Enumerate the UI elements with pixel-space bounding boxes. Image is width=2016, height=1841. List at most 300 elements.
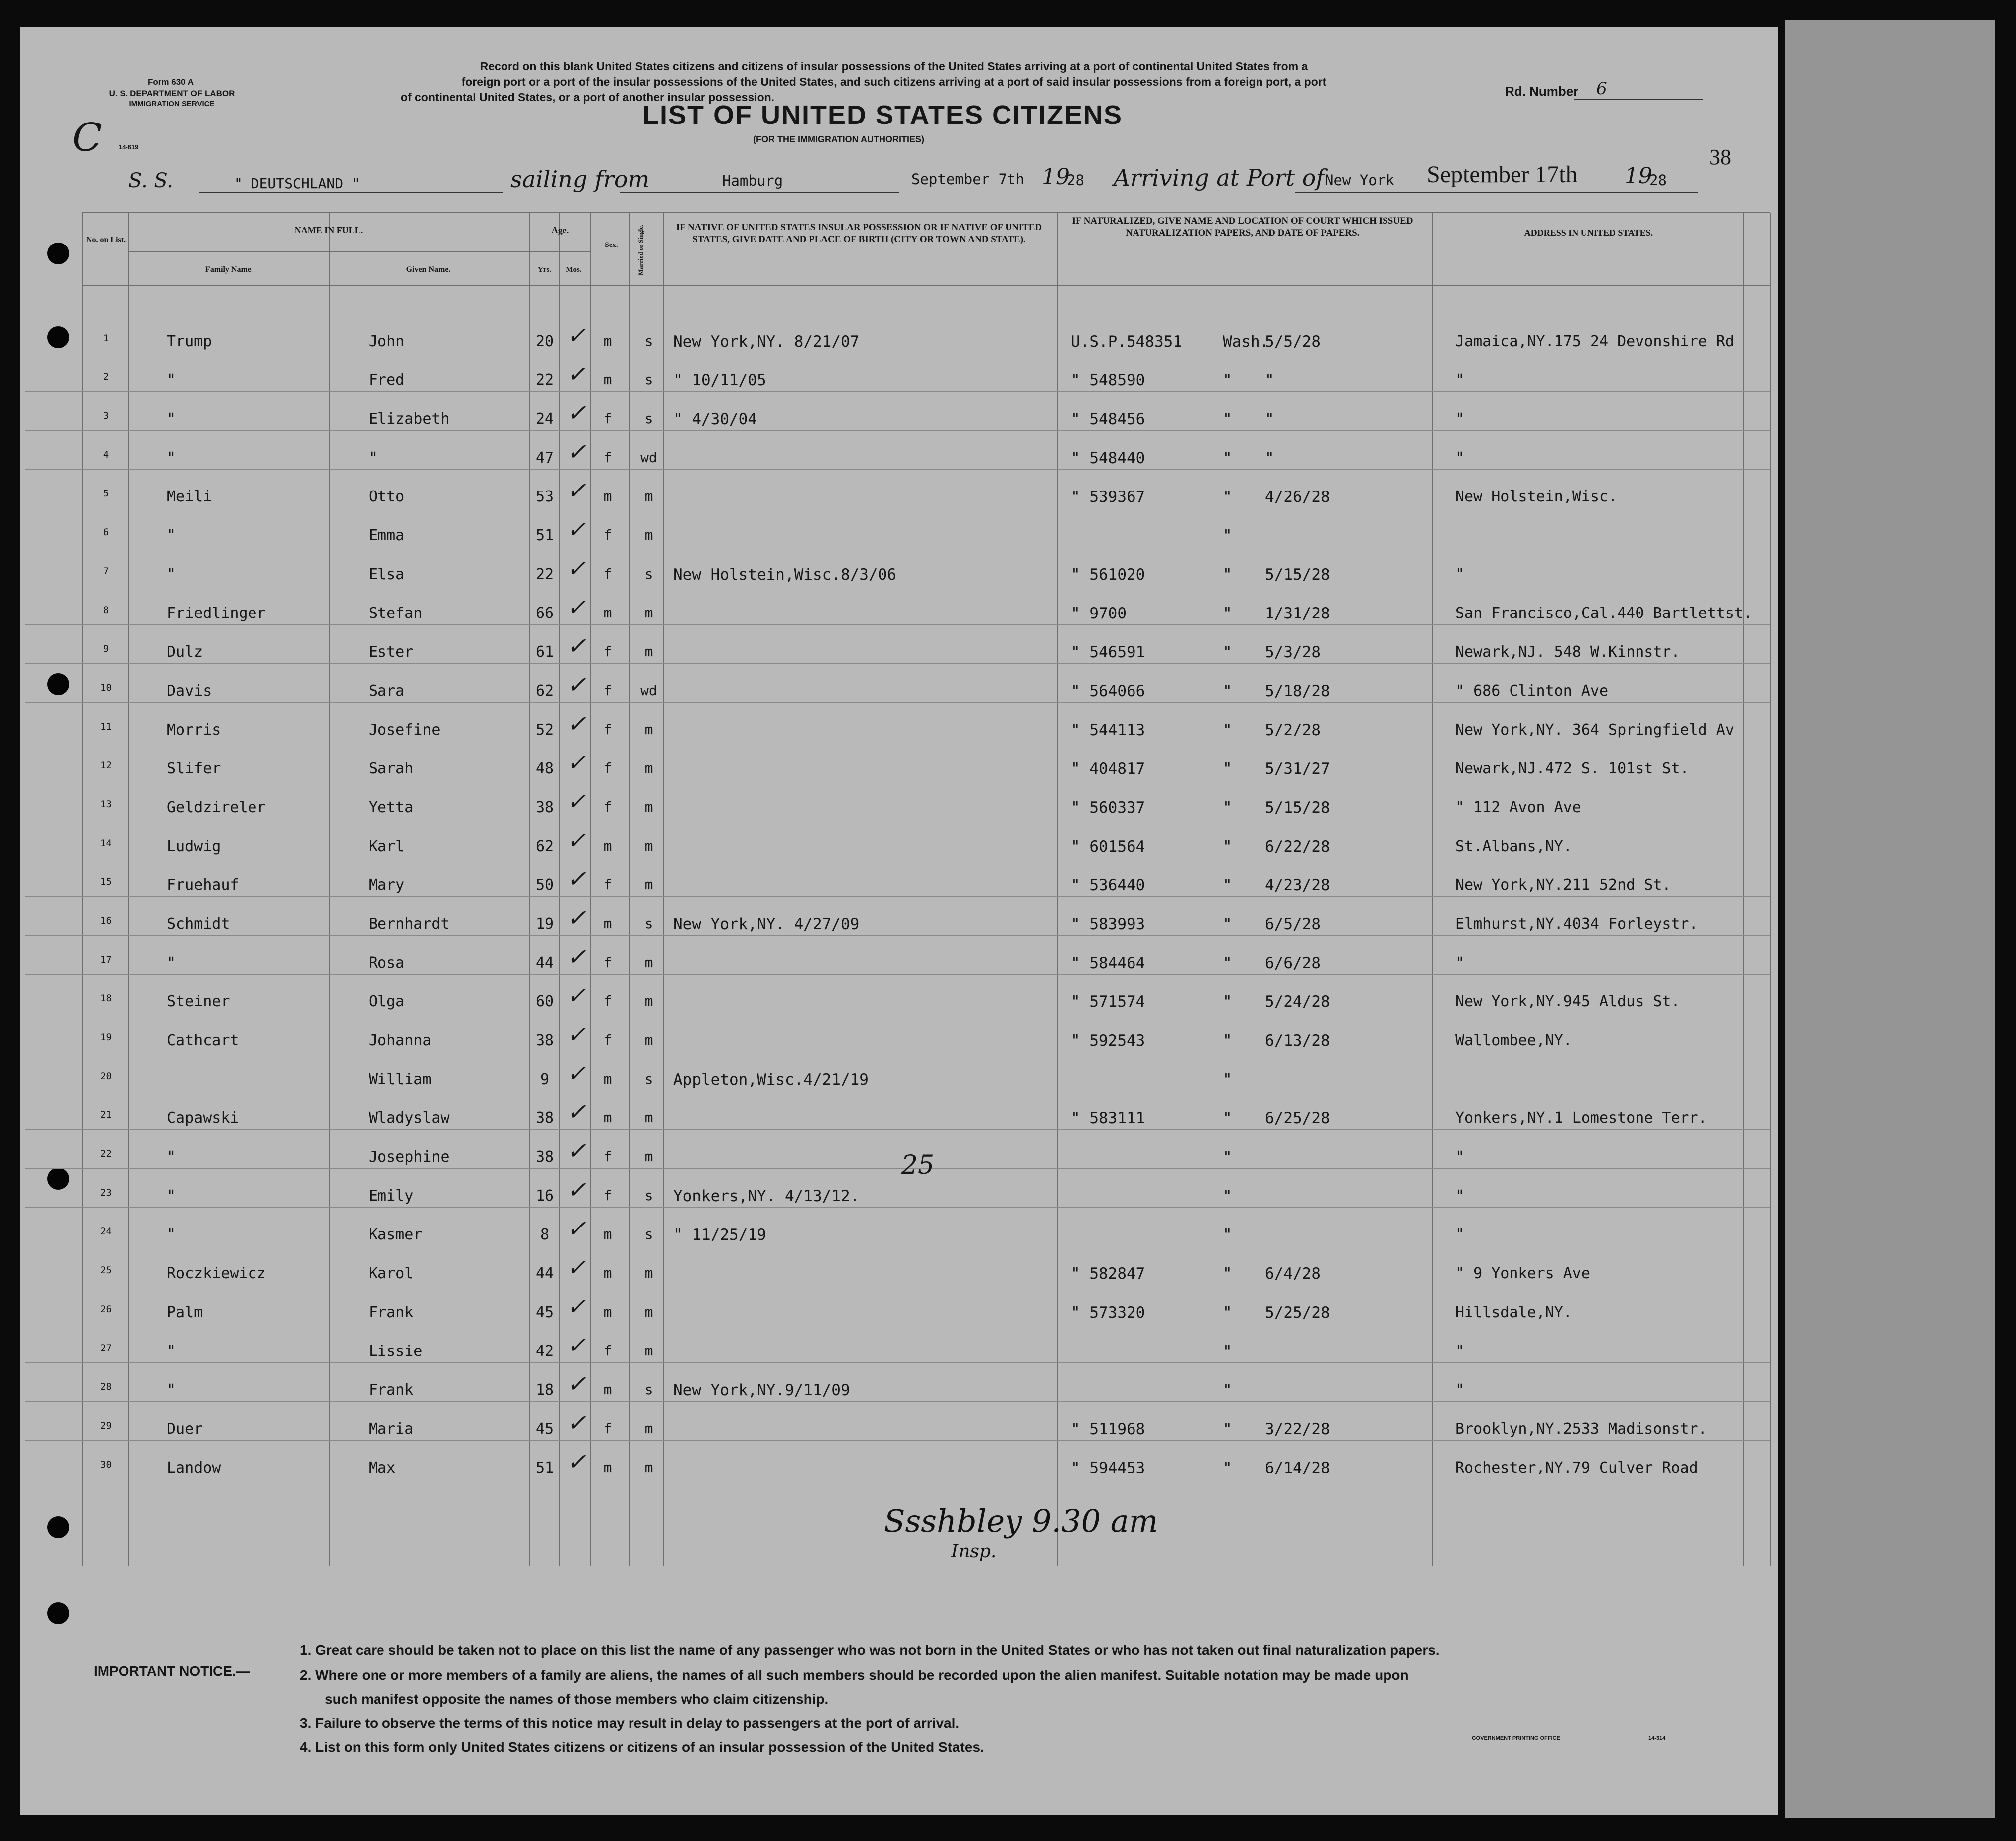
row-number: 19	[100, 1032, 112, 1043]
sex: f	[603, 1032, 612, 1048]
table-row-rule	[25, 1362, 1770, 1363]
naturalization-court: "	[1223, 1381, 1232, 1399]
naturalization-paper-number: " 544113	[1071, 721, 1145, 739]
naturalization-court: "	[1223, 410, 1232, 428]
marital-status: s	[644, 566, 653, 582]
sex: m	[603, 605, 612, 621]
marital-status: m	[644, 488, 653, 504]
given-name: Sara	[369, 682, 405, 700]
age-years: 38	[535, 799, 554, 816]
row-number: 17	[100, 954, 112, 965]
row-number: 18	[100, 993, 112, 1004]
naturalization-paper-number: " 9700	[1071, 605, 1127, 622]
naturalization-date: 5/15/28	[1265, 799, 1330, 817]
naturalization-paper-number: " 571574	[1071, 993, 1145, 1011]
sex: f	[603, 876, 612, 893]
family-name: "	[167, 1226, 176, 1243]
row-number: 9	[103, 643, 109, 654]
naturalization-date: 6/13/28	[1265, 1032, 1330, 1050]
naturalization-paper-number: U.S.P.548351	[1071, 333, 1182, 351]
given-name: Stefan	[369, 605, 423, 622]
margin-mark: C	[72, 116, 102, 160]
row-number: 16	[100, 915, 112, 926]
naturalization-paper-number: " 564066	[1071, 682, 1145, 700]
sex: m	[603, 1071, 612, 1087]
naturalization-court: "	[1223, 1304, 1232, 1322]
arrival-year: 28	[1649, 172, 1667, 189]
us-address: "	[1455, 449, 1465, 467]
age-years: 66	[535, 605, 554, 622]
us-address: "	[1455, 954, 1465, 972]
row-number: 1	[103, 333, 109, 344]
sail-date: September 7th	[911, 171, 1024, 188]
check-mark-icon: ✓	[567, 865, 586, 892]
marital-status: s	[644, 1187, 653, 1204]
age-years: 22	[535, 566, 554, 583]
naturalization-date: 3/22/28	[1265, 1420, 1330, 1438]
naturalization-date: 6/22/28	[1265, 838, 1330, 856]
given-name: Otto	[369, 488, 405, 505]
notice-item-2-cont: such manifest opposite the names of those members who claim citizenship.	[325, 1691, 829, 1707]
naturalization-court: "	[1223, 1071, 1232, 1089]
marital-status: m	[644, 1459, 653, 1475]
marital-status: m	[644, 876, 653, 893]
us-address: Newark,NJ.472 S. 101st St.	[1455, 760, 1689, 777]
check-mark-icon: ✓	[567, 1060, 586, 1087]
sail-year: 28	[1067, 172, 1084, 189]
form-service: IMMIGRATION SERVICE	[129, 100, 215, 108]
given-name: Bernhardt	[369, 915, 450, 933]
family-name: Dulz	[167, 643, 203, 661]
naturalization-date: 5/18/28	[1265, 682, 1330, 700]
birth-place-date: Yonkers,NY. 4/13/12.	[673, 1187, 860, 1205]
sex: m	[603, 371, 612, 388]
sex: f	[603, 643, 612, 660]
given-name: Emma	[369, 527, 405, 544]
table-row-rule	[25, 935, 1770, 936]
naturalization-date: "	[1265, 371, 1274, 389]
sex: f	[603, 799, 612, 815]
sex: f	[603, 993, 612, 1009]
check-mark-icon: ✓	[567, 1332, 586, 1358]
given-name: Elsa	[369, 566, 405, 583]
naturalization-date: 6/5/28	[1265, 915, 1321, 933]
age-years: 61	[535, 643, 554, 661]
naturalization-paper-number: " 582847	[1071, 1265, 1145, 1283]
marital-status: m	[644, 993, 653, 1009]
intro-line-2: foreign port or a port of the insular possessions of the United States, and such citizens arriving at a port of said insular possessions from a foreign port, a port	[461, 75, 1327, 88]
given-name: Lissie	[369, 1343, 423, 1360]
age-years: 51	[535, 527, 554, 544]
header-no-on-list: No. on List.	[86, 236, 126, 244]
naturalization-paper-number: " 561020	[1071, 566, 1145, 584]
table-row-rule	[25, 974, 1770, 975]
punch-hole	[47, 1602, 69, 1624]
ship-name: " DEUTSCHLAND "	[234, 175, 360, 192]
given-name: Frank	[369, 1381, 414, 1399]
family-name: Steiner	[167, 993, 230, 1010]
us-address: St.Albans,NY.	[1455, 838, 1572, 855]
age-years: 42	[535, 1343, 554, 1360]
naturalization-paper-number: " 594453	[1071, 1459, 1145, 1477]
marital-status: s	[644, 1226, 653, 1242]
header-given-name: Given Name.	[406, 265, 451, 274]
naturalization-date: 5/2/28	[1265, 721, 1321, 739]
naturalization-paper-number: " 583993	[1071, 915, 1145, 933]
header-sex: Sex.	[605, 241, 618, 249]
given-name: Frank	[369, 1304, 414, 1321]
sex: m	[603, 1109, 612, 1126]
port-rule	[620, 192, 899, 193]
naturalization-date: 6/6/28	[1265, 954, 1321, 972]
punch-hole	[47, 673, 69, 695]
naturalization-date: 4/26/28	[1265, 488, 1330, 506]
naturalization-court: "	[1223, 838, 1232, 856]
given-name: John	[369, 333, 405, 350]
printer-credit: GOVERNMENT PRINTING OFFICE	[1472, 1735, 1560, 1741]
check-mark-icon: ✓	[567, 322, 586, 349]
birth-place-date: New York,NY.9/11/09	[673, 1381, 850, 1399]
check-mark-icon: ✓	[567, 1370, 586, 1397]
sex: f	[603, 1187, 612, 1204]
naturalization-paper-number: " 592543	[1071, 1032, 1145, 1050]
marital-status: m	[644, 643, 653, 660]
naturalization-court: "	[1223, 1265, 1232, 1283]
sex: f	[603, 410, 612, 427]
table-row-rule	[25, 702, 1770, 703]
row-number: 15	[100, 876, 112, 887]
naturalization-paper-number: " 546591	[1071, 643, 1145, 661]
marital-status: s	[644, 371, 653, 388]
us-address: "	[1455, 1381, 1465, 1399]
marital-status: m	[644, 1420, 653, 1437]
naturalization-court: "	[1223, 876, 1232, 894]
family-name: Roczkiewicz	[167, 1265, 266, 1282]
age-years: 18	[535, 1381, 554, 1399]
check-mark-icon: ✓	[567, 710, 586, 737]
row-number: 6	[103, 527, 109, 538]
age-years: 62	[535, 682, 554, 700]
marital-status: m	[644, 838, 653, 854]
marital-status: s	[644, 1381, 653, 1398]
family-name: "	[167, 449, 176, 467]
naturalization-court: "	[1223, 993, 1232, 1011]
age-years: 24	[535, 410, 554, 428]
age-years: 52	[535, 721, 554, 738]
sex: m	[603, 1304, 612, 1320]
naturalization-court: "	[1223, 605, 1232, 622]
family-name: Geldzireler	[167, 799, 266, 816]
notice-label: IMPORTANT NOTICE.—	[94, 1663, 250, 1679]
arrival-date: September 17th	[1427, 161, 1578, 188]
sex: f	[603, 721, 612, 737]
check-mark-icon: ✓	[567, 904, 586, 931]
age-years: 22	[535, 371, 554, 389]
notice-item-3: 3. Failure to observe the terms of this notice may result in delay to passengers at the port of arrival.	[300, 1716, 960, 1731]
table-row-rule	[25, 624, 1770, 625]
check-mark-icon: ✓	[567, 1448, 586, 1475]
row-number: 24	[100, 1226, 112, 1237]
us-address: New York,NY. 364 Springfield Av	[1455, 721, 1734, 738]
header-family-name: Family Name.	[205, 265, 253, 274]
naturalization-court: "	[1223, 566, 1232, 584]
naturalization-court: "	[1223, 1459, 1232, 1477]
page-subtitle: (FOR THE IMMIGRATION AUTHORITIES)	[753, 134, 924, 144]
birth-place-date: Appleton,Wisc.4/21/19	[673, 1071, 869, 1089]
family-name: "	[167, 954, 176, 972]
age-years: 19	[535, 915, 554, 933]
naturalization-paper-number: " 548456	[1071, 410, 1145, 428]
check-mark-icon: ✓	[567, 555, 586, 582]
arrival-port: New York	[1325, 172, 1394, 189]
marital-status: m	[644, 1032, 653, 1048]
given-name: Elizabeth	[369, 410, 450, 428]
row-number: 20	[100, 1071, 112, 1082]
sex: m	[603, 1226, 612, 1242]
naturalization-paper-number: " 601564	[1071, 838, 1145, 856]
check-mark-icon: ✓	[567, 1176, 586, 1203]
naturalization-court: "	[1223, 954, 1232, 972]
age-years: 62	[535, 838, 554, 855]
row-number: 7	[103, 566, 109, 577]
printer-code: 14-314	[1648, 1735, 1666, 1741]
sex: f	[603, 1343, 612, 1359]
naturalization-court: "	[1223, 1032, 1232, 1050]
rd-number-rule	[1574, 99, 1703, 100]
naturalization-date: 5/25/28	[1265, 1304, 1330, 1322]
table-column-rule	[629, 213, 630, 1566]
naturalization-date: 5/24/28	[1265, 993, 1330, 1011]
check-mark-icon: ✓	[567, 1021, 586, 1048]
us-address: Hillsdale,NY.	[1455, 1304, 1572, 1321]
marital-status: m	[644, 1265, 653, 1281]
header-married-single: Married or Single.	[637, 224, 644, 276]
naturalization-court: "	[1223, 1420, 1232, 1438]
naturalization-court: "	[1223, 1109, 1232, 1127]
given-name: Josephine	[369, 1148, 450, 1166]
age-years: 53	[535, 488, 554, 505]
family-name: "	[167, 1343, 176, 1360]
family-name: Slifer	[167, 760, 221, 777]
age-years: 8	[540, 1226, 550, 1243]
notice-item-1: 1. Great care should be taken not to place on this list the name of any passenger who was not born in the United States or who has not taken out final naturalization papers.	[300, 1642, 1440, 1658]
naturalization-court: "	[1223, 371, 1232, 389]
age-years: 38	[535, 1109, 554, 1127]
inspector-title: Insp.	[951, 1541, 997, 1562]
age-years: 45	[535, 1420, 554, 1438]
arriving-label: Arriving at Port of	[1114, 164, 1325, 191]
us-address: Newark,NJ. 548 W.Kinnstr.	[1455, 643, 1680, 661]
family-name: "	[167, 1187, 176, 1205]
punch-hole	[47, 1168, 69, 1190]
check-mark-icon: ✓	[567, 982, 586, 1009]
marital-status: m	[644, 1109, 653, 1126]
birth-place-date: " 4/30/04	[673, 410, 757, 428]
us-address: New Holstein,Wisc.	[1455, 488, 1618, 505]
family-name: Fruehauf	[167, 876, 239, 894]
rd-number-label: Rd. Number	[1505, 84, 1579, 99]
family-name: "	[167, 527, 176, 544]
naturalization-date: 6/4/28	[1265, 1265, 1321, 1283]
table-column-rule	[529, 213, 530, 1566]
us-address: "	[1455, 410, 1465, 428]
check-mark-icon: ✓	[567, 399, 586, 426]
marital-status: m	[644, 1304, 653, 1320]
header-mos: Mos.	[566, 266, 582, 274]
notice-item-4: 4. List on this form only United States citizens or citizens of an insular possession of the United States.	[300, 1739, 984, 1755]
table-header-rule	[82, 212, 1770, 213]
us-address: Rochester,NY.79 Culver Road	[1455, 1459, 1698, 1476]
given-name: Josefine	[369, 721, 441, 738]
table-column-rule	[329, 213, 330, 1566]
us-address: Yonkers,NY.1 Lomestone Terr.	[1455, 1109, 1707, 1127]
naturalization-date: 5/5/28	[1265, 333, 1321, 351]
header-address: ADDRESS IN UNITED STATES.	[1524, 228, 1653, 238]
age-years: 45	[535, 1304, 554, 1321]
us-address: "	[1455, 371, 1465, 389]
family-name: Morris	[167, 721, 221, 738]
age-years: 38	[535, 1148, 554, 1166]
check-mark-icon: ✓	[567, 827, 586, 854]
given-name: William	[369, 1071, 432, 1088]
birth-place-date: " 10/11/05	[673, 371, 766, 389]
header-naturalized: IF NATURALIZED, GIVE NAME AND LOCATION OF COURT WHICH ISSUED NATURALIZATION PAPERS, AND DATE OF PAPERS.	[1072, 216, 1413, 238]
marital-status: m	[644, 954, 653, 971]
family-name: Friedlinger	[167, 605, 266, 622]
arrival-rule	[1295, 192, 1698, 193]
sex: m	[603, 333, 612, 349]
naturalization-paper-number: " 536440	[1071, 876, 1145, 894]
family-name: "	[167, 371, 176, 389]
row-number: 25	[100, 1265, 112, 1276]
given-name: Yetta	[369, 799, 414, 816]
naturalization-court: Wash.	[1223, 333, 1269, 351]
check-mark-icon: ✓	[567, 1409, 586, 1436]
naturalization-paper-number: " 404817	[1071, 760, 1145, 778]
table-row-rule	[25, 1168, 1770, 1169]
sex: f	[603, 1420, 612, 1437]
row-number: 4	[103, 449, 109, 460]
row-number: 29	[100, 1420, 112, 1431]
family-name: Schmidt	[167, 915, 230, 933]
marital-status: m	[644, 1148, 653, 1165]
naturalization-court: "	[1223, 1226, 1232, 1244]
age-years: 44	[535, 954, 554, 972]
given-name: Emily	[369, 1187, 414, 1205]
naturalization-court: "	[1223, 721, 1232, 739]
given-name: Olga	[369, 993, 405, 1010]
arrival-year-prefix: 19	[1625, 163, 1652, 189]
us-address: " 112 Avon Ave	[1455, 799, 1581, 816]
naturalization-paper-number: " 539367	[1071, 488, 1145, 506]
us-address: Wallombee,NY.	[1455, 1032, 1572, 1049]
family-name: "	[167, 1148, 176, 1166]
family-name: "	[167, 566, 176, 583]
naturalization-date: 1/31/28	[1265, 605, 1330, 622]
age-years: 38	[535, 1032, 554, 1049]
form-code: 14-619	[119, 143, 139, 151]
naturalization-paper-number: " 548440	[1071, 449, 1145, 467]
intro-line-3: of continental United States, or a port of another insular possession.	[400, 91, 775, 104]
table-column-rule	[1770, 213, 1771, 1566]
naturalization-court: "	[1223, 449, 1232, 467]
marital-status: s	[644, 333, 653, 349]
table-column-rule	[590, 213, 591, 1566]
marital-status: m	[644, 799, 653, 815]
age-years: 47	[535, 449, 554, 467]
age-years: 16	[535, 1187, 554, 1205]
us-address: "	[1455, 1187, 1465, 1205]
row-number: 23	[100, 1187, 112, 1198]
sex: f	[603, 682, 612, 699]
table-column-rule	[663, 213, 664, 1566]
given-name: Rosa	[369, 954, 405, 972]
check-mark-icon: ✓	[567, 1099, 586, 1125]
age-years: 44	[535, 1265, 554, 1282]
sex: m	[603, 1265, 612, 1281]
marital-status: m	[644, 721, 653, 737]
naturalization-paper-number: " 584464	[1071, 954, 1145, 972]
us-address: Elmhurst,NY.4034 Forleystr.	[1455, 915, 1698, 933]
header-birth-native: IF NATIVE OF UNITED STATES INSULAR POSSESSION OR IF NATIVE OF UNITED STATES, GIVE DATE AND PLACE OF BIRTH (CITY OR TOWN AND STATE).	[676, 222, 1042, 245]
family-name: Meili	[167, 488, 212, 505]
row-number: 27	[100, 1343, 112, 1353]
ship-rule	[199, 192, 503, 193]
row-number: 26	[100, 1304, 112, 1315]
row-number: 28	[100, 1381, 112, 1392]
check-mark-icon: ✓	[567, 361, 586, 387]
given-name: Karl	[369, 838, 405, 855]
family-name: Landow	[167, 1459, 221, 1476]
family-name: Palm	[167, 1304, 203, 1321]
us-address: " 9 Yonkers Ave	[1455, 1265, 1590, 1282]
row-number: 8	[103, 605, 109, 615]
check-mark-icon: ✓	[567, 1137, 586, 1164]
sex: f	[603, 760, 612, 776]
us-address: "	[1455, 1343, 1465, 1360]
table-row-rule	[25, 1440, 1770, 1441]
table-row-rule	[25, 1401, 1770, 1402]
naturalization-court: "	[1223, 1187, 1232, 1205]
marital-status: m	[644, 605, 653, 621]
us-address: San Francisco,Cal.440 Bartlettst.	[1455, 605, 1753, 622]
marital-status: wd	[640, 682, 657, 699]
row-number: 22	[100, 1148, 112, 1159]
given-name: Johanna	[369, 1032, 432, 1049]
row-number: 11	[100, 721, 112, 732]
birth-place-date: New York,NY. 4/27/09	[673, 915, 860, 933]
marital-status: m	[644, 760, 653, 776]
given-name: Wladyslaw	[369, 1109, 450, 1127]
check-mark-icon: ✓	[567, 749, 586, 776]
naturalization-paper-number: " 583111	[1071, 1109, 1145, 1127]
punch-hole	[47, 1516, 69, 1538]
us-address: "	[1455, 1226, 1465, 1243]
table-column-rule	[1432, 213, 1433, 1566]
naturalization-date: 5/15/28	[1265, 566, 1330, 584]
page-number: 38	[1709, 145, 1731, 169]
rd-number-value: 6	[1596, 79, 1607, 99]
table-row-rule	[25, 430, 1770, 431]
row-number: 13	[100, 799, 112, 810]
table-row-rule	[25, 469, 1770, 470]
naturalization-court: "	[1223, 527, 1232, 545]
punch-hole	[47, 243, 69, 264]
family-name: Capawski	[167, 1109, 239, 1127]
table-row-rule	[25, 896, 1770, 897]
table-row-rule	[25, 391, 1770, 392]
us-address: Brooklyn,NY.2533 Madisonstr.	[1455, 1420, 1707, 1438]
